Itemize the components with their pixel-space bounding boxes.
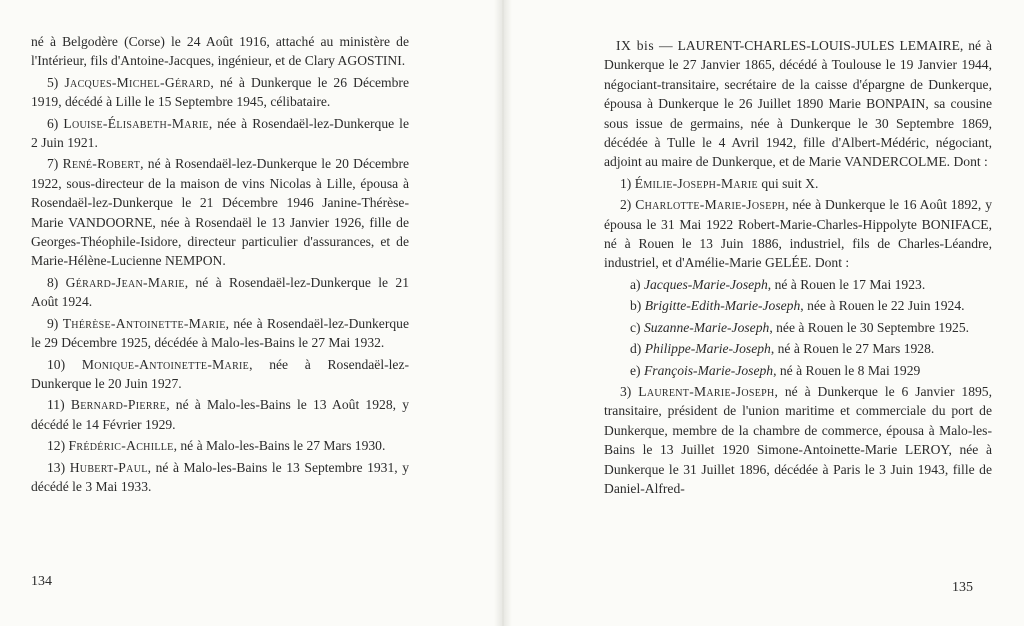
- left-entry-12: 12) Frédéric-Achille, né à Malo-les-Bains le 27 Mars 1930.: [47, 438, 386, 454]
- book-gutter: [494, 0, 512, 626]
- right-page: [512, 0, 1024, 626]
- left-entry-11: 11) Bernard-Pierre, né à Malo-les-Bains le 13 Août 1928, y décédé le 14 Février 1929.: [31, 397, 409, 432]
- right-text-column: [604, 36, 992, 500]
- left-intro-paragraph: né à Belgodère (Corse) le 24 Août 1916, attaché au ministère de l'Intérieur, fils d'Antoine-Jacques, ingénieur, et de Clary AGOSTINI.: [31, 34, 409, 69]
- person-name: Bernard-Pierre: [70, 397, 167, 413]
- child-entry-e: e) François-Marie-Joseph, né à Rouen le 8 Mai 1929: [630, 362, 921, 378]
- left-page-number: 134: [31, 574, 52, 589]
- left-entry-6: 6) Louise-Élisabeth-Marie, née à Rosendaël-lez-Dunkerque le 2 Juin 1921.: [31, 115, 409, 151]
- child-name: François-Marie-Joseph: [643, 362, 774, 378]
- person-name: Louise-Élisabeth-Marie: [63, 115, 209, 131]
- person-name: Frédéric-Achille: [68, 438, 174, 454]
- section-number: IX bis: [616, 38, 655, 53]
- left-entry-7: 7) René-Robert, né à Rosendaël-lez-Dunkerque le 20 Décembre 1922, sous-directeur de la maison de vins Nicolas à Lille, épousa à Rosendaël-lez-Dunkerque le 21 Décembre 1946 Janine-Thérèse-Marie VANDOORNE, née à Rosendaël le 13 Janvier 1926, fille de Georges-Théophile-Isidore, directeur particulier d'assurances, et de Marie-Hélène-Lucienne NEMPON.: [31, 156, 410, 269]
- right-entry-3: 3) Laurent-Marie-Joseph, né à Dunkerque le 6 Janvier 1895, transitaire, président de l'union maritime et commerciale du port de Dunkerque, membre de la chambre de commerce, épousa à Malo-les-Bains le 13 Juillet 1920 Simone-Antoinette-Marie LEROY, née à Dunkerque le 31 Juillet 1896, décédée à Paris le 3 Juin 1943, fille de Daniel-Alfred-: [604, 383, 992, 496]
- right-entry-2: 2) Charlotte-Marie-Joseph, née à Dunkerque le 16 Août 1892, y épousa le 31 Mai 1922 Robert-Marie-Charles-Hippolyte BONIFACE, né à Rouen le 13 Juin 1886, industriel, fils de Charles-Léandre, industriel, et d'Amélie-Marie GELÉE. Dont :: [604, 197, 992, 271]
- person-name: Thérèse-Antoinette-Marie: [62, 315, 226, 331]
- child-entry-d: d) Philippe-Marie-Joseph, né à Rouen le 27 Mars 1928.: [630, 341, 935, 357]
- person-name: Monique-Antoinette-Marie: [81, 356, 250, 372]
- left-entry-10: 10) Monique-Antoinette-Marie, née à Rosendaël-lez-Dunkerque le 20 Juin 1927.: [31, 356, 409, 391]
- left-entry-8: 8) Gérard-Jean-Marie, né à Rosendaël-lez-Dunkerque le 21 Août 1924.: [31, 274, 409, 310]
- child-name: Brigitte-Edith-Marie-Joseph: [644, 298, 801, 314]
- person-name: René-Robert: [62, 156, 141, 172]
- person-name: Jacques-Michel-Gérard: [64, 74, 211, 90]
- person-name: Laurent-Marie-Joseph: [638, 383, 775, 399]
- right-entry-1: 1) Émilie-Joseph-Marie qui suit X.: [620, 175, 819, 191]
- child-entry-c: c) Suzanne-Marie-Joseph, née à Rouen le 30 Septembre 1925.: [630, 319, 970, 335]
- left-entry-5: 5) Jacques-Michel-Gérard, né à Dunkerque le 26 Décembre 1919, décédé à Lille le 15 Septembre 1945, célibataire.: [31, 74, 409, 110]
- child-name: Suzanne-Marie-Joseph: [643, 319, 770, 335]
- person-name: Hubert-Paul: [69, 459, 148, 475]
- left-entry-13: 13) Hubert-Paul, né à Malo-les-Bains le 13 Septembre 1931, y décédé le 3 Mai 1933.: [31, 459, 410, 494]
- section-heading-paragraph: IX bis — LAURENT-CHARLES-LOUIS-JULES LEMAIRE, né à Dunkerque le 27 Janvier 1865, décédé à Toulouse le 19 Janvier 1944, négociant-transitaire, secrétaire de la caisse d'épargne de Dunkerque, épousa à Dunkerque le 26 Juillet 1890 Marie BONPAIN, sa cousine sous issue de germains, née à Dunkerque le 30 Septembre 1869, décédée à Tulle le 4 Avril 1942, fille d'Albert-Médéric, négociant, adjoint au maire de Dunkerque, et de Marie VANDERCOLME. Dont :: [604, 38, 992, 170]
- right-page-number: 135: [952, 580, 973, 595]
- left-entry-9: 9) Thérèse-Antoinette-Marie, née à Rosendaël-lez-Dunkerque le 29 Décembre 1925, décédée à Malo-les-Bains le 27 Mai 1932.: [31, 315, 409, 351]
- child-name: Jacques-Marie-Joseph: [643, 276, 768, 292]
- left-page: [0, 0, 494, 626]
- child-entry-a: a) Jacques-Marie-Joseph, né à Rouen le 17 Mai 1923.: [630, 276, 926, 292]
- person-name: Gérard-Jean-Marie: [65, 274, 185, 290]
- left-text-column: [31, 32, 409, 498]
- child-name: Philippe-Marie-Joseph: [644, 341, 771, 357]
- person-name: Émilie-Joseph-Marie: [634, 175, 758, 191]
- person-name: Charlotte-Marie-Joseph: [635, 197, 786, 213]
- child-entry-b: b) Brigitte-Edith-Marie-Joseph, née à Rouen le 22 Juin 1924.: [630, 298, 965, 314]
